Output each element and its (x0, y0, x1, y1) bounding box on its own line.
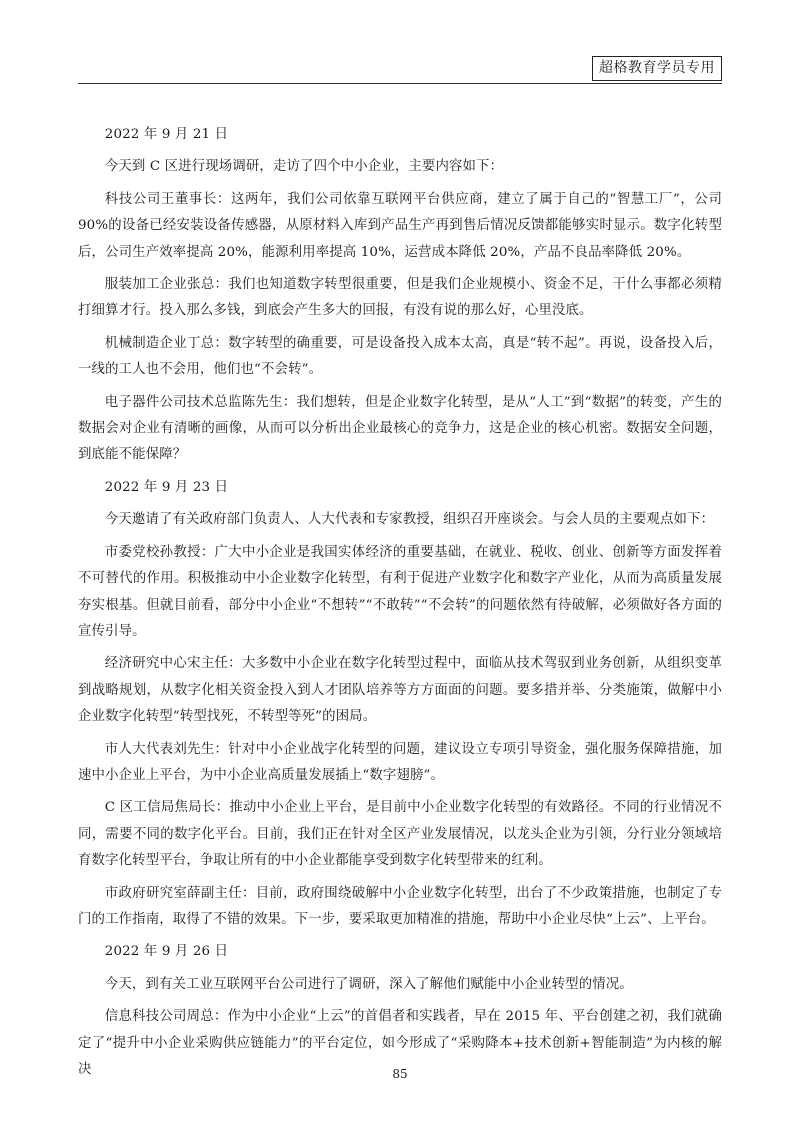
date-line: 2022 年 9 月 26 日 (104, 944, 229, 960)
header-rule (78, 83, 722, 84)
page-content (78, 122, 722, 1089)
paragraph: 市人大代表刘先生：针对中小企业战字化转型的问题，建议设立专项引导资金，强化服务保障措施，加速中小企业上平台，为中小企业高质量发展插上“数字翅膀”。 (78, 741, 722, 783)
paragraph: 今天，到有关工业互联网平台公司进行了调研，深入了解他们赋能中小企业转型的情况。 (104, 976, 633, 992)
date-line: 2022 年 9 月 21 日 (104, 127, 229, 142)
paragraph: 信息科技公司周总：作为中小企业“上云”的首倡者和实践者，早在 2015 年、平台创建之初，我们就确定了“提升中小企业采购供应链能力”的平台定位，如今形成了“采购降本+技术创新+智能制造”为内核的解决 (78, 1009, 722, 1077)
paragraph: 今天邀请了有关政府部门负责人、人大代表和专家教授，组织召开座谈会。与会人员的主要观点如下： (104, 512, 715, 528)
paragraph: C 区工信局焦局长：推动中小企业上平台，是目前中小企业数字化转型的有效路径。不同的行业情况不同，需要不同的数字化平台。目前，我们正在针对全区产业发展情况，以龙头企业为引领，分行业分领域培育数字化转型平台，争取让所有的中小企业都能享受到数字化转型带来的红利。 (78, 800, 722, 869)
date-line: 2022 年 9 月 23 日 (104, 479, 229, 495)
paragraph: 今天到 C 区进行现场调研，走访了四个中小企业，主要内容如下： (104, 159, 504, 175)
paragraph: 科技公司王董事长：这两年，我们公司依靠互联网平台供应商，建立了属于自己的“智慧工厂”，公司 90%的设备已经安装设备传感器，从原材料入库到产品生产再到售后情况反馈都能够实时显示。数字化转型后，公司生产效率提高 20%，能源利用率提高 10%，运营成本降低 20%，产品不良品率降低 20%。 (78, 191, 722, 260)
header-stamp: 超格教育学员专用 (592, 56, 722, 81)
paragraph: 机械制造企业丁总：数字转型的确重要，可是设备投入成本太高，真是“转不起”。再说，设备投入后，一线的工人也不会用，他们也“不会转”。 (78, 335, 722, 378)
paragraph: 经济研究中心宋主任：大多数中小企业在数字化转型过程中，面临从技术驾驭到业务创新，从组织变革到战略规划，从数字化相关资金投入到人才团队培养等方方面面的问题。要多措并举、分类施策，做解中小企业数字化转型“转型找死，不转型等死”的困局。 (78, 656, 722, 725)
paragraph: 市委党校孙教授：广大中小企业是我国实体经济的重要基础，在就业、税收、创业、创新等方面发挥着不可替代的作用。积极推动中小企业数字化转型，有利于促进产业数字化和数字产业化，从而为高质量发展夯实根基。但就目前看，部分中小企业“不想转”“不敢转”“不会转”的问题依然有待破解，必须做好各方面的宣传引导。 (78, 544, 722, 639)
paragraph: 市政府研究室薛副主任：目前，政府围绕破解中小企业数字化转型，出台了不少政策措施，也制定了专门的工作指南，取得了不错的效果。下一步，要采取更加精准的措施，帮助中小企业尽快“上云”、上平台。 (78, 885, 722, 927)
page-number: 85 (392, 1067, 408, 1081)
paragraph: 服装加工企业张总：我们也知道数字转型很重要，但是我们企业规模小、资金不足，干什么事都必须精打细算才行。投入那么多钱，到底会产生多大的回报，有没有说的那么好，心里没底。 (78, 277, 722, 319)
paragraph: 电子器件公司技术总监陈先生：我们想转，但是企业数字化转型，是从“人工”到“数据”的转变，产生的数据会对企业有清晰的画像，从而可以分析出企业最核心的竞争力，这是企业的核心机密。数据安全问题，到底能不能保障？ (78, 394, 722, 463)
